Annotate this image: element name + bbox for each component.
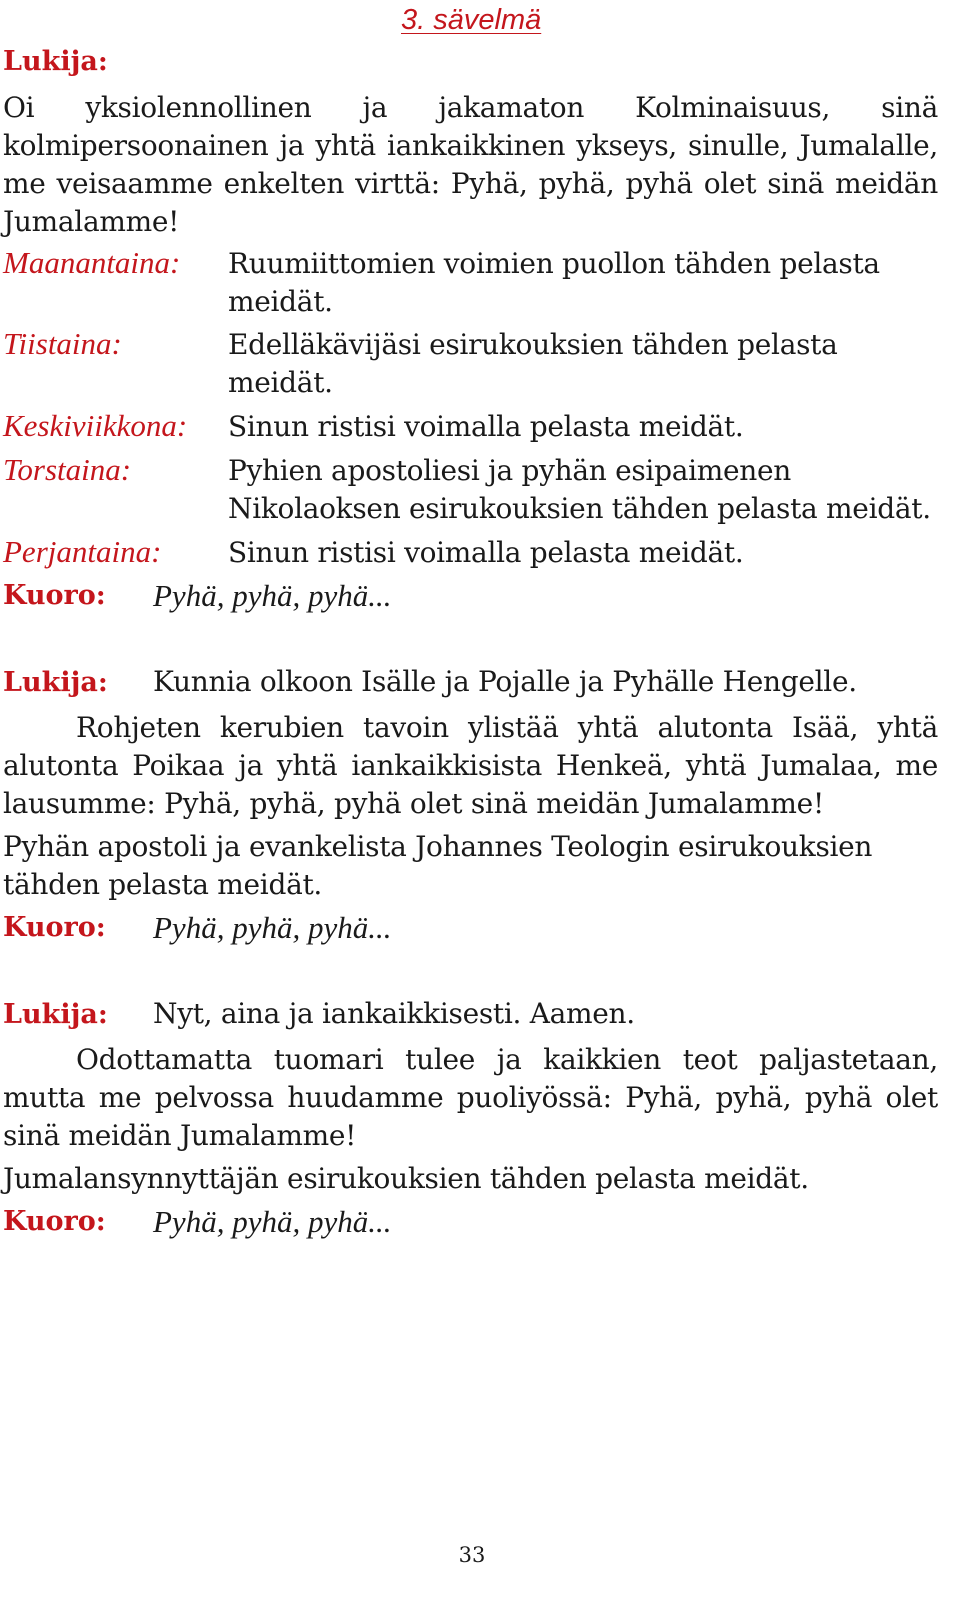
day-label-tuesday: Tiistaina:	[3, 326, 122, 361]
hymn-verse: Odottamatta tuomari tulee ja kaikkien teot paljastetaan, mutta me pelvossa huudamme puoliyössä: Pyhä, pyhä, pyhä olet sinä meidän Jumalamme!	[3, 1043, 938, 1152]
petition-line: Jumalansynnyttäjän esirukouksien tähden pelasta meidät.	[3, 1162, 809, 1195]
reader-label: Lukija:	[3, 999, 108, 1030]
day-label-friday: Perjantaina:	[3, 534, 162, 569]
day-text-thursday: Pyhien apostoliesi ja pyhän esipaimenen Nikolaoksen esirukouksien tähden pelasta meidät.	[228, 454, 931, 525]
choir-response: Pyhä, pyhä, pyhä...	[153, 578, 392, 613]
day-text-wednesday: Sinun ristisi voimalla pelasta meidät.	[228, 410, 744, 443]
day-label-thursday: Torstaina:	[3, 452, 132, 487]
gloria-line: Kunnia olkoon Isälle ja Pojalle ja Pyhälle Hengelle.	[153, 665, 857, 698]
day-label-wednesday: Keskiviikkona:	[3, 408, 188, 443]
day-text-tuesday: Edelläkävijäsi esirukouksien tähden pelasta meidät.	[228, 328, 838, 399]
day-text-monday: Ruumiittomien voimien puollon tähden pelasta meidät.	[228, 247, 880, 318]
trinity-prayer: Oi yksiolennollinen ja jakamaton Kolminaisuus, sinä kolmipersoonainen ja yhtä iankaikkinen ykseys, sinulle, Jumalalle, me veisaamme enkelten virttä: Pyhä, pyhä, pyhä olet sinä meidän Jumalamme!	[3, 91, 938, 238]
reader-label: Lukija:	[3, 46, 108, 77]
day-label-monday: Maanantaina:	[3, 245, 181, 280]
tone-heading: 3. sävelmä	[401, 4, 542, 36]
petition-line: Pyhän apostoli ja evankelista Johannes Teologin esirukouksien tähden pelasta meidät.	[3, 830, 873, 901]
choir-label: Kuoro:	[3, 1206, 106, 1237]
choir-label: Kuoro:	[3, 912, 106, 943]
choir-response: Pyhä, pyhä, pyhä...	[153, 1204, 392, 1239]
amen-line: Nyt, aina ja iankaikkisesti. Aamen.	[153, 997, 635, 1030]
choir-response: Pyhä, pyhä, pyhä...	[153, 910, 392, 945]
choir-label: Kuoro:	[3, 580, 106, 611]
reader-label: Lukija:	[3, 667, 108, 698]
day-text-friday: Sinun ristisi voimalla pelasta meidät.	[228, 536, 744, 569]
hymn-verse: Rohjeten kerubien tavoin ylistää yhtä alutonta Isää, yhtä alutonta Poikaa ja yhtä iankaikkisista Henkeä, yhtä Jumalaa, me lausumme: Pyhä, pyhä, pyhä olet sinä meidän Jumalamme!	[3, 711, 938, 820]
page-number: 33	[458, 1543, 486, 1567]
